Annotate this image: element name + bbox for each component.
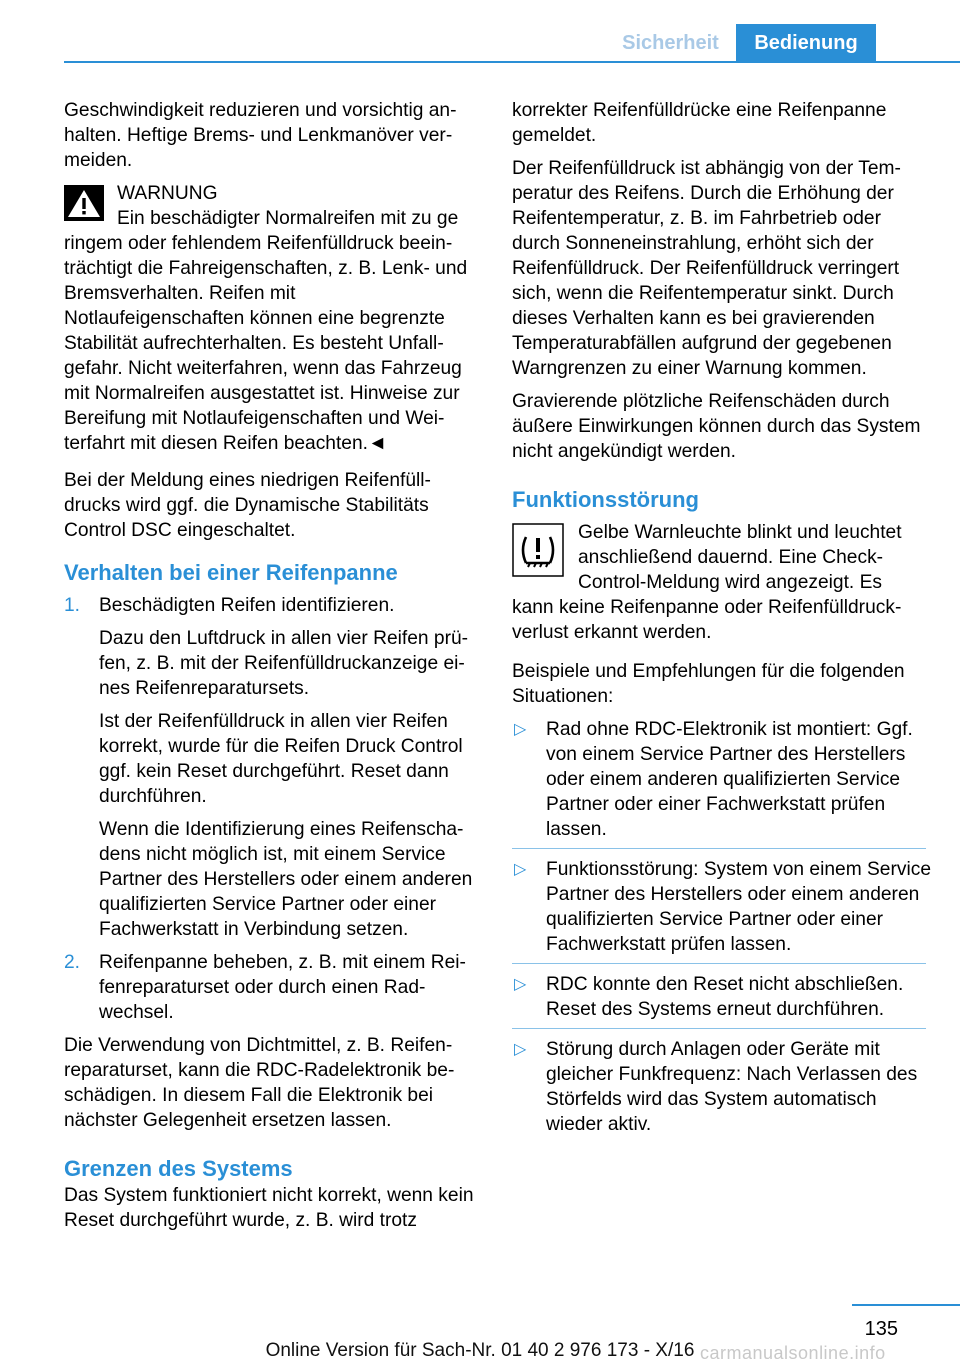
dsc-paragraph: Bei der Meldung eines niedrigen Reifenfülldrucks wird ggf. die Dynamische Stabilitäts Control DSC eingeschaltet. <box>64 470 431 541</box>
right-column <box>512 98 932 1137</box>
watermark: carmanualsonline.info <box>700 1343 886 1363</box>
divider <box>512 848 926 849</box>
funktionsstoerung-paragraph <box>512 520 932 645</box>
funktionsstoerung-block <box>512 520 932 645</box>
fs-line: Gelbe Warnleuchte blinkt und leuchtet <box>578 522 902 543</box>
bullet-marker: ▷ <box>514 721 527 738</box>
continuation-paragraph: korrekter Reifenfülldrücke eine Reifenpanne gemeldet. <box>512 100 887 146</box>
divider <box>512 963 926 964</box>
situations-list <box>512 717 932 1137</box>
left-column <box>64 98 479 1241</box>
step-paragraph: Wenn die Identifizierung eines Reifenschadens nicht möglich ist, mit einem Service Partner des Herstellers oder einem anderen qualifizierten Service Partner oder einer Fachwerkstatt in Verbindung setzen. <box>99 819 473 940</box>
list-item <box>512 972 932 1022</box>
warning-text: ringem oder fehlendem Reifenfülldruck beeinträchtigt die Fahreigenschaften, z. B. Lenk- und Bremsverhalten. Reifen mit Notlaufeigenschaften können eine begrenzte Stabilität aufrechterhalten. Es besteht Unfallgefahr. Nicht weiterfahren, wenn das Fahrzeug mit Normalreifen ausgestattet ist. Hinweise zur Bereifung mit Notlaufeigenschaften und Weiterfahrt mit diesen Reifen beachten.◄ <box>64 233 468 454</box>
bullet-marker: ▷ <box>514 976 527 993</box>
tab-sicherheit[interactable]: Sicherheit <box>622 31 719 54</box>
fs-rest: kann keine Reifenpanne oder Reifenfülldruckverlust erkannt werden. <box>512 597 902 643</box>
step-paragraph: Ist der Reifenfülldruck in allen vier Reifen korrekt, wurde für die Reifen Druck Control ggf. kein Reset durchgeführt. Reset dann durchführen. <box>99 711 463 807</box>
step-paragraph: Reifenpanne beheben, z. B. mit einem Reifenreparaturset oder durch einen Radwechsel. <box>99 952 466 1023</box>
gravierend-paragraph: Gravierende plötzliche Reifenschäden durch äußere Einwirkungen können durch das System nicht angekündigt werden. <box>512 391 921 462</box>
step-paragraph: Dazu den Luftdruck in allen vier Reifen prüfen, z. B. mit der Reifenfülldruckanzeige eines Reifenreparatursets. <box>99 628 469 699</box>
online-version-footer: Online Version für Sach-Nr. 01 40 2 976 173 - X/16 <box>265 1340 695 1361</box>
tab-bedienung[interactable]: Bedienung <box>736 24 876 62</box>
temperature-paragraph: Der Reifenfülldruck ist abhängig von der Temperatur des Reifens. Durch die Erhöhung der Reifentemperatur, z. B. im Fahrbetrieb oder durch Sonneneinstrahlung, erhöht sich der Reifenfülldruck. Der Reifenfülldruck verringert sich, wenn die Reifentemperatur sinkt. Durch dieses Verhalten kann es bei gravierenden Temperaturabfällen aufgrund der gegebenen Warngrenzen zu einer Warnung kommen. <box>512 158 901 379</box>
warning-triangle-icon <box>64 185 104 221</box>
step-paragraph: Beschädigten Reifen identifizieren. <box>99 595 395 616</box>
list-item <box>512 857 932 957</box>
list-item <box>512 1037 932 1137</box>
warning-first-line: Ein beschädigter Normalreifen mit zu ge <box>117 208 459 229</box>
footer-rule <box>852 1304 960 1306</box>
bullet-marker: ▷ <box>514 861 527 878</box>
fs-line: anschließend dauernd. Eine Check- <box>578 547 884 568</box>
warning-title: WARNUNG <box>117 183 218 204</box>
heading-grenzen: Grenzen des Systems <box>64 1156 293 1181</box>
steps-list <box>64 593 479 1025</box>
list-item <box>64 950 479 1025</box>
heading-funktionsstoerung: Funktionsstörung <box>512 487 699 512</box>
list-item <box>512 717 932 842</box>
beispiele-paragraph: Beispiele und Empfehlungen für die folgenden Situationen: <box>512 661 905 707</box>
dichtmittel-paragraph: Die Verwendung von Dichtmittel, z. B. Reifenreparaturset, kann die RDC-Radelektronik beschädigen. In diesem Fall die Elektronik bei nächster Gelegenheit ersetzen lassen. <box>64 1035 455 1131</box>
grenzen-paragraph: Das System funktioniert nicht korrekt, wenn kein Reset durchgeführt wurde, z. B. wird trotz <box>64 1185 474 1231</box>
step-number: 2. <box>64 952 81 973</box>
heading-reifenpanne: Verhalten bei einer Reifenpanne <box>64 560 398 585</box>
page-number: 135 <box>864 1318 898 1340</box>
list-item <box>64 593 479 942</box>
bullet-text: RDC konnte den Reset nicht abschließen. Reset des Systems erneut durchführen. <box>546 974 904 1020</box>
bullet-text: Funktionsstörung: System von einem Service Partner des Herstellers oder einem anderen qualifizierten Service Partner oder einer Fachwerkstatt prüfen lassen. <box>546 859 931 955</box>
bullet-text: Störung durch Anlagen oder Geräte mit gleicher Funkfrequenz: Nach Verlassen des Störfelds wird das System automatisch wieder aktiv. <box>546 1039 918 1135</box>
header-rule <box>64 61 960 63</box>
bullet-marker: ▷ <box>514 1041 527 1058</box>
warning-block <box>64 181 479 456</box>
divider <box>512 1028 926 1029</box>
fs-line: Control-Meldung wird angezeigt. Es <box>578 572 882 593</box>
bullet-text: Rad ohne RDC-Elektronik ist montiert: Ggf. von einem Service Partner des Herstellers oder einem anderen qualifizierten Service Partner oder einer Fachwerkstatt prüfen lassen. <box>546 719 913 840</box>
tire-pressure-warning-icon <box>512 523 564 577</box>
intro-paragraph: Geschwindigkeit reduzieren und vorsichtig anhalten. Heftige Brems- und Lenkmanöver vermeiden. <box>64 100 457 171</box>
step-number: 1. <box>64 595 81 616</box>
